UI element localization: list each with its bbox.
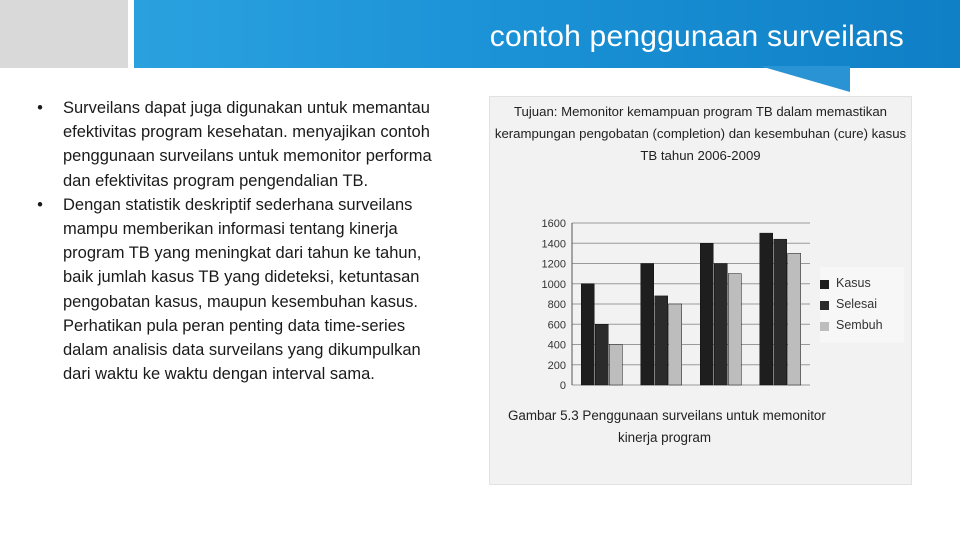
bullet-list [30,96,450,386]
figure-caption-top: Tujuan: Memonitor kemampuan program TB dalam memastikan kerampungan pengobatan (completion) dan kesembuhan (cure) kasus TB tahun 2006-2009 [494,104,907,163]
bar-kasus [581,284,594,385]
chart-figure [489,96,912,485]
bullet-item [30,96,450,193]
figure-caption-bottom-line1: Gambar 5.3 Penggunaan surveilans untuk memonitor [508,408,826,423]
legend-label: Sembuh [836,318,883,332]
y-tick-label: 1600 [541,218,566,230]
bar-sembuh [669,304,682,385]
bar-selesai [774,239,787,385]
legend-swatch-icon [820,322,829,331]
y-tick-label: 1200 [541,258,566,271]
chart-legend [820,267,904,343]
y-tick-label: 0 [559,380,566,392]
y-tick-label: 200 [547,359,566,372]
bullet-dot-icon: • [37,195,43,214]
y-tick-label: 1400 [541,238,566,251]
chart-bar-layer [581,233,801,385]
bar-kasus [760,233,773,385]
y-tick-label: 800 [547,299,566,311]
bar-selesai [595,324,608,385]
bar-kasus [641,264,654,386]
legend-label: Selesai [836,297,877,311]
bullet-item [30,193,450,387]
bar-kasus [700,243,713,385]
legend-swatch-icon [820,301,829,310]
bar-sembuh [728,274,741,385]
y-tick-label: 400 [547,339,566,352]
bullet-text: Surveilans dapat juga digunakan untuk memantau efektivitas program kesehatan. menyajikan contoh penggunaan surveilans untuk memonitor performa dan efektivitas program pengendalian TB. [63,99,432,190]
figure-caption-bottom-line2: kinerja program [618,430,712,445]
bar-sembuh [609,345,622,386]
figure-caption-bottom [508,405,903,449]
legend-swatch-icon [820,280,829,289]
header-gray-block [0,0,128,68]
legend-label: Kasus [836,276,871,290]
bar-selesai [714,264,727,386]
y-tick-label: 1000 [541,278,566,291]
header-tab-decoration [760,66,850,92]
bullet-dot-icon: • [37,99,43,117]
bar-selesai [655,296,668,385]
y-tick-label: 600 [547,319,566,332]
bullet-text: Dengan statistik deskriptif sederhana surveilans mampu memberikan informasi tentang kinerja program TB yang meningkat dari tahun ke tahun, baik jumlah kasus TB yang dideteksi, ketuntasan pengobatan kasus, maupun kesembuhan kasus. Perhatikan pula peran penting data time-series dalam analisis data surveilans yang dikumpulkan dari waktu ke waktu dengan interval sama. [63,195,422,384]
bar-sembuh [788,253,801,385]
slide-title: contoh penggunaan surveilans [489,20,904,53]
